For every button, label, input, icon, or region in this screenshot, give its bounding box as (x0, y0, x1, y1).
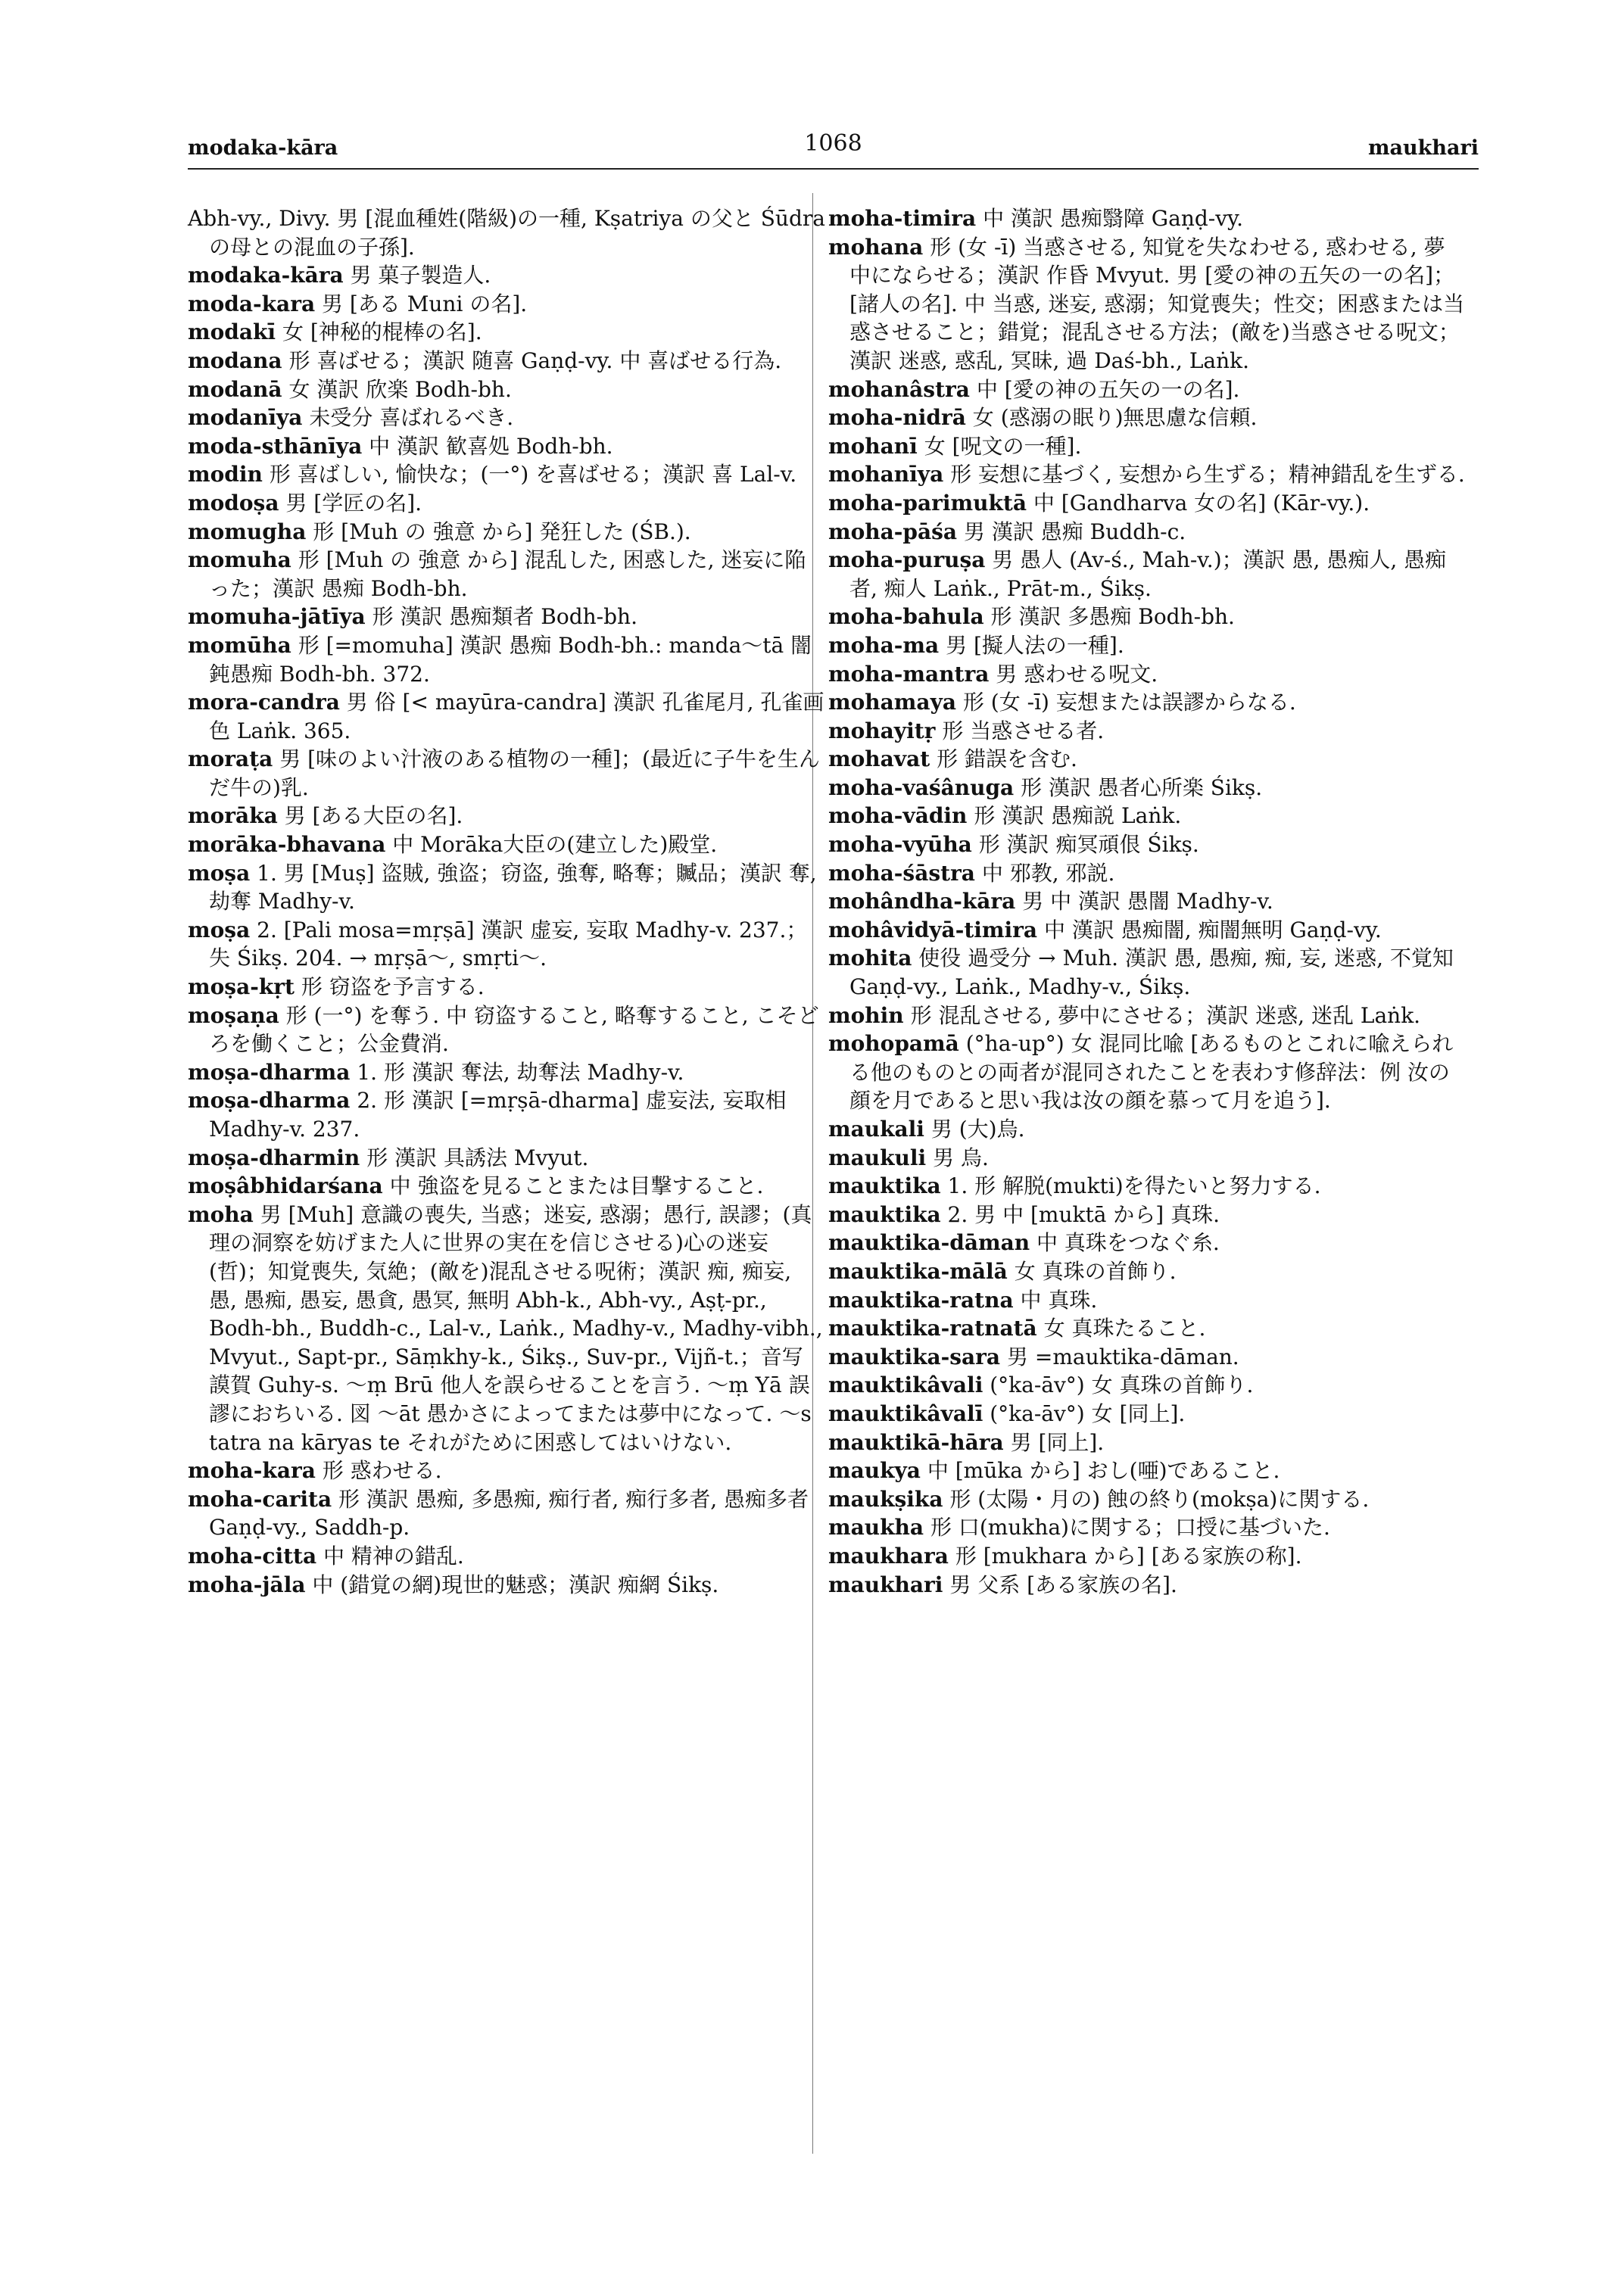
right-column (828, 204, 1466, 1599)
entry-headword: mohanīya (828, 462, 944, 488)
entry-definition: 男 烏. (933, 1145, 989, 1170)
dictionary-entry (828, 1286, 1466, 1315)
entry-headword: maukuli (828, 1145, 927, 1170)
entry-headword: modakī (188, 319, 276, 345)
dictionary-entry (188, 347, 825, 375)
dictionary-entry (828, 233, 1466, 375)
entry-headword: mauktika-mālā (828, 1258, 1008, 1284)
entry-definition: 男 [同上]. (1010, 1429, 1105, 1455)
dictionary-entry (828, 546, 1466, 603)
entry-definition: 未受分 喜ばれるべき. (309, 405, 514, 431)
entry-definition: (°ha-up°) 女 混同比喩 [あるものとこれに喩えられる他のものとの両者が混同されたことを表わす修辞法：例 汝の顔を月であると思い我は汝の顔を慕って月を追う]. (849, 1031, 1454, 1114)
entry-headword: moraṭa (188, 746, 273, 772)
entry-definition: 女 真珠たること. (1043, 1316, 1206, 1341)
entry-headword: moha-jāla (188, 1572, 306, 1597)
entry-headword: mohita (828, 946, 912, 971)
entry-headword: modanīya (188, 405, 303, 431)
entry-definition: 男 漢訳 愚痴 Buddh-c. (963, 519, 1186, 544)
dictionary-entry (188, 603, 825, 631)
entry-headword: mauktika (828, 1201, 941, 1227)
entry-definition: 形 [=momuha] 漢訳 愚痴 Bodh-bh.: manda～tā 闇鈍愚痴 Bodh-bh. 372. (209, 632, 812, 687)
dictionary-entry (188, 1058, 825, 1087)
dictionary-entry (188, 688, 825, 745)
dictionary-entry (188, 318, 825, 347)
dictionary-entry (828, 774, 1466, 802)
entry-definition: 形 [Muh の 強意 から] 混乱した, 困惑した, 迷妄に陥った；漢訳 愚痴 Bodh-bh. (209, 547, 806, 601)
entry-definition: 形 漢訳 具誘法 Mvyut. (366, 1145, 589, 1170)
entry-headword: moha-ma (828, 632, 940, 658)
entry-headword: moṣaṇa (188, 1002, 279, 1028)
dictionary-entry (188, 1144, 825, 1173)
entry-headword: mauktika-ratna (828, 1287, 1014, 1313)
dictionary-entry (828, 518, 1466, 547)
entry-definition: 中 漢訳 歓喜処 Bodh-bh. (369, 433, 613, 459)
header-rule (188, 168, 1479, 170)
dictionary-entry (828, 1030, 1466, 1115)
entry-definition: 中 真珠をつなぐ糸. (1036, 1230, 1220, 1256)
entry-definition: 男 父系 [ある家族の名]. (949, 1572, 1177, 1597)
entry-headword: maukya (828, 1458, 921, 1484)
entry-headword: moha-śāstra (828, 860, 975, 886)
entry-definition: 形 [mukhara から] [ある家族の称]. (955, 1543, 1302, 1569)
entry-headword: mohin (828, 1002, 904, 1028)
dictionary-entry (828, 916, 1466, 945)
entry-headword: moha-bahula (828, 604, 984, 630)
entry-definition: 女 [呪文の一種]. (924, 433, 1082, 459)
entry-definition: 中 [mūka から] おし(唖)であること. (927, 1458, 1280, 1484)
entry-definition: 形 喜ばせる；漢訳 随喜 Gaṇḍ-vy. 中 喜ばせる行為. (288, 347, 782, 373)
entry-headword: mohanī (828, 433, 918, 459)
dictionary-entry (828, 460, 1466, 489)
dictionary-entry (828, 489, 1466, 518)
entry-definition: Abh-vy., Divy. 男 [混血種姓(階級)の一種, Kṣatriya の父と Śūdra の母との混血の子孫]. (188, 206, 825, 260)
entry-headword: maukha (828, 1515, 924, 1541)
entry-definition: 男 [学匠の名]. (285, 490, 422, 516)
entry-definition: 形 (一°) を奪う. 中 窃盗すること, 略奪すること, こそどろを働くこと；公金費消. (209, 1002, 819, 1057)
entry-definition: 男 [味のよい汁液のある植物の一種]；(最近に子牛を生んだ牛の)乳. (209, 746, 820, 800)
entry-definition: 女 (惑溺の眠り)無思慮な信頼. (972, 405, 1258, 431)
dictionary-entry (828, 375, 1466, 404)
entry-definition: (°ka-āv°) 女 [同上]. (990, 1400, 1186, 1426)
entry-headword: mauktikâvalī (828, 1400, 983, 1426)
dictionary-entry (188, 916, 825, 973)
entry-definition: 形 惑わせる. (322, 1458, 442, 1484)
entry-definition: 中 真珠. (1020, 1287, 1098, 1313)
entry-headword: moṣa-dharma (188, 1088, 351, 1114)
entry-definition: 形 (女 -ī) 妄想または誤謬からなる. (962, 690, 1296, 715)
entry-headword: moha-pāśa (828, 519, 958, 544)
entry-headword: moṣâbhidarśana (188, 1173, 383, 1199)
entry-headword: moha-nidrā (828, 405, 966, 431)
entry-definition: 中 精神の錯乱. (323, 1543, 464, 1569)
entry-definition: 形 (女 -ī) 当惑させる, 知覚を失なわせる, 惑わせる, 夢中にならせる；漢訳 作昏 Mvyut. 男 [愛の神の五矢の一の名]；[諸人の名]. 中 当惑, 迷妄, 惑溺；知覚喪失；性交；困惑または当惑させること；錯覚；混乱させる方法；(敵を)当惑させる呪文；漢訳 迷惑, 惑乱, 冥昧, 過 Daś-bh., Laṅk. (849, 234, 1465, 373)
entry-headword: morāka-bhavana (188, 832, 386, 858)
dictionary-entry (828, 1371, 1466, 1400)
entry-headword: moha-puruṣa (828, 547, 986, 573)
entry-definition: 形 混乱させる, 夢中にさせる；漢訳 迷惑, 迷乱 Laṅk. (910, 1002, 1421, 1028)
entry-headword: mohanâstra (828, 376, 970, 402)
dictionary-entry (828, 745, 1466, 774)
dictionary-entry (828, 1115, 1466, 1144)
entry-definition: 中 強盗を見ることまたは目撃すること. (389, 1173, 764, 1199)
entry-headword: mauktika-dāman (828, 1230, 1030, 1256)
entry-definition: 形 当惑させる者. (942, 718, 1105, 743)
entry-definition: 中 Morāka大臣の(建立した)殿堂. (392, 832, 718, 858)
entry-definition: 中 [Gandharva 女の名] (Kār-vy.). (1033, 490, 1370, 516)
entry-headword: momugha (188, 519, 307, 544)
dictionary-entry (188, 204, 825, 261)
entry-headword: modin (188, 462, 263, 488)
dictionary-entry (188, 546, 825, 603)
entry-definition: 中 (錯覚の網)現世的魅惑；漢訳 痴網 Śikṣ. (312, 1572, 719, 1597)
entry-headword: maukali (828, 1117, 924, 1142)
entry-definition: 中 邪教, 邪説. (981, 860, 1115, 886)
dictionary-entry (188, 859, 825, 916)
dictionary-entry (828, 717, 1466, 746)
entry-definition: 1. 形 漢訳 奪法, 劫奪法 Madhy-v. (357, 1059, 684, 1085)
entry-headword: moda-kara (188, 291, 316, 316)
dictionary-entry (828, 603, 1466, 631)
entry-definition: 形 漢訳 痴冥頑佷 Śikṣ. (978, 832, 1199, 858)
dictionary-entry (188, 432, 825, 461)
entry-headword: maukhara (828, 1543, 949, 1569)
entry-headword: modanā (188, 376, 282, 402)
entry-definition: 形 漢訳 愚痴説 Laṅk. (974, 803, 1182, 829)
entry-headword: modana (188, 347, 282, 373)
entry-headword: moṣa (188, 917, 251, 942)
dictionary-entry (828, 802, 1466, 830)
entry-headword: moṣa-kṛt (188, 974, 295, 1000)
dictionary-entry (828, 944, 1466, 1001)
dictionary-entry (188, 1172, 825, 1201)
dictionary-entry (188, 1201, 825, 1456)
entry-headword: moha-kara (188, 1458, 316, 1484)
entry-definition: 2. 形 漢訳 [=mṛṣā-dharma] 虚妄法, 妄取相 Madhy-v. 237. (209, 1088, 787, 1142)
dictionary-entry (188, 489, 825, 518)
dictionary-entry (828, 1257, 1466, 1286)
entry-headword: maukṣika (828, 1486, 943, 1512)
dictionary-entry (188, 290, 825, 319)
dictionary-entry (828, 859, 1466, 888)
entry-headword: mauktikā-hāra (828, 1429, 1004, 1455)
entry-headword: mohopamā (828, 1031, 959, 1057)
entry-definition: 1. 男 [Muṣ] 盗賊, 強盗；窃盗, 強奪, 略奪；贓品；漢訳 奪, 劫奪 Madhy-v. (209, 860, 817, 914)
running-head (188, 130, 1479, 168)
entry-headword: mohâvidyā-timira (828, 917, 1038, 942)
entry-headword: moṣa (188, 860, 251, 886)
entry-headword: moha-carita (188, 1486, 332, 1512)
entry-definition: 中 [愛の神の五矢の一の名]. (976, 376, 1240, 402)
entry-definition: 形 漢訳 多愚痴 Bodh-bh. (990, 604, 1235, 630)
dictionary-entry (188, 1086, 825, 1143)
dictionary-entry (188, 973, 825, 1002)
entry-headword: modaka-kāra (188, 263, 344, 288)
entry-definition: 男 惑わせる呪文. (996, 661, 1158, 687)
entry-headword: modoṣa (188, 490, 279, 516)
entry-definition: 2. [Pali mosa=mṛṣā] 漢訳 虚妄, 妄取 Madhy-v. 237.；失 Śikṣ. 204. → mṛṣā～, smṛti～. (209, 917, 808, 971)
dictionary-entry (828, 1343, 1466, 1372)
entry-definition: 形 妄想に基づく, 妄想から生ずる；精神錯乱を生ずる. (950, 462, 1465, 488)
dictionary-entry (828, 1428, 1466, 1457)
entry-definition: 形 [Muh の 強意 から] 発狂した (ŚB.). (313, 519, 691, 544)
dictionary-entry (188, 261, 825, 290)
entry-headword: mohavat (828, 746, 930, 772)
dictionary-entry (828, 1002, 1466, 1030)
dictionary-entry (188, 1571, 825, 1600)
entry-definition: 男 [ある大臣の名]. (284, 803, 463, 829)
entry-definition: 1. 形 解脱(mukti)を得たいと努力する. (947, 1173, 1321, 1199)
entry-headword: moda-sthānīya (188, 433, 363, 459)
dictionary-entry (828, 1201, 1466, 1229)
dictionary-entry (828, 1144, 1466, 1173)
entry-headword: moha-vyūha (828, 832, 972, 858)
dictionary-entry (188, 1456, 825, 1485)
dictionary-entry (828, 1314, 1466, 1343)
dictionary-entry (828, 1456, 1466, 1485)
entry-headword: mora-candra (188, 690, 340, 715)
entry-definition: 男 [ある Muni の名]. (322, 291, 528, 316)
entry-headword: mauktika-sara (828, 1344, 1001, 1369)
entry-headword: moha-vādin (828, 803, 968, 829)
entry-definition: 使役 過受分 → Muh. 漢訳 愚, 愚痴, 痴, 妄, 迷惑, 不覚知 Gaṇḍ-vy., Laṅk., Madhy-v., Śikṣ. (849, 946, 1454, 1000)
entry-headword: moṣa-dharma (188, 1059, 351, 1085)
page-number: 1068 (804, 130, 862, 157)
dictionary-entry (188, 1542, 825, 1571)
entry-headword: moha-timira (828, 206, 977, 231)
entry-headword: mauktika-ratnatā (828, 1316, 1037, 1341)
entry-headword: moha-parimuktā (828, 490, 1027, 516)
entry-headword: moha-citta (188, 1543, 317, 1569)
entry-headword: moha (188, 1201, 254, 1227)
entry-headword: momuha-jātīya (188, 604, 366, 630)
entry-headword: momuha (188, 547, 291, 573)
entry-definition: 中 漢訳 愚痴翳障 Gaṇḍ-vy. (983, 206, 1244, 231)
dictionary-entry (828, 403, 1466, 432)
entry-headword: mauktika (828, 1173, 941, 1199)
dictionary-entry (188, 802, 825, 830)
dictionary-entry (828, 688, 1466, 717)
dictionary-entry (828, 1571, 1466, 1600)
entry-definition: 男 [Muh] 意識の喪失, 当惑；迷妄, 惑溺；愚行, 誤謬；(真理の洞察を妨げまた人に世界の実在を信じさせる)心の迷妄 (哲)；知覚喪失, 気絶；(敵を)混乱させる呪術；漢訳 痴, 痴妄, 愚, 愚痴, 愚妄, 愚貪, 愚冥, 無明 Abh-k., Abh-vy., Aṣṭ-pr., Bodh-bh., Buddh-c., Lal-v., Laṅk., Madhy-v., Madhy-vibh., Mvyut., Sapt-pr., Sāṃkhy-k., Śikṣ., Suv-pr., Vijñ-t.；音写 謨賀 Guhy-s. ～ṃ Brū 他人を誤らせることを言う. ～ṃ Yā 誤謬におちいる. 図 ～āt 愚かさによってまたは夢中になって. ～s tatra na kāryas te それがために困惑してはいけない. (209, 1201, 823, 1455)
entry-definition: 中 漢訳 愚痴闇, 痴闇無明 Gaṇḍ-vy. (1043, 917, 1382, 942)
entry-definition: 形 漢訳 愚者心所楽 Śikṣ. (1021, 774, 1263, 800)
left-column (188, 204, 825, 1599)
entry-headword: mauktikâvali (828, 1372, 983, 1398)
entry-definition: 男 [擬人法の一種]. (946, 632, 1124, 658)
dictionary-entry (188, 518, 825, 547)
entry-definition: 女 [神秘的棍棒の名]. (282, 319, 482, 345)
dictionary-entry (188, 745, 825, 802)
entry-definition: 形 錯誤を含む. (937, 746, 1077, 772)
entry-headword: mohamaya (828, 690, 956, 715)
entry-headword: mohayitṛ (828, 718, 936, 743)
right-guide-word: maukhari (1367, 136, 1479, 160)
entry-headword: mohana (828, 234, 924, 260)
dictionary-entry (188, 631, 825, 688)
dictionary-entry (188, 460, 825, 489)
dictionary-entry (828, 631, 1466, 660)
entry-definition: 形 窃盗を予言する. (301, 974, 485, 1000)
entry-definition: 女 真珠の首飾り. (1014, 1258, 1177, 1284)
entry-headword: moha-mantra (828, 661, 990, 687)
dictionary-entry (828, 1485, 1466, 1514)
entry-headword: momūha (188, 632, 291, 658)
entry-headword: morāka (188, 803, 278, 829)
entry-definition: 男 =mauktika-dāman. (1006, 1344, 1239, 1369)
entry-headword: maukhari (828, 1572, 943, 1597)
entry-headword: moṣa-dharmin (188, 1145, 360, 1170)
entry-definition: 女 漢訳 欣楽 Bodh-bh. (288, 376, 512, 402)
entry-definition: 形 漢訳 愚痴, 多愚痴, 痴行者, 痴行多者, 愚痴多者 Gaṇḍ-vy., Saddh-p. (209, 1486, 809, 1541)
dictionary-entry (828, 830, 1466, 859)
entry-definition: 男 中 漢訳 愚闇 Madhy-v. (1022, 889, 1273, 914)
dictionary-entry (188, 375, 825, 404)
entry-definition: 男 (大)烏. (930, 1117, 1025, 1142)
dictionary-entry (828, 1542, 1466, 1571)
dictionary-entry (828, 1400, 1466, 1428)
dictionary-entry (188, 830, 825, 859)
dictionary-entry (828, 1172, 1466, 1201)
entry-definition: 形 (太陽・月の) 蝕の終り(mokṣa)に関する. (949, 1486, 1370, 1512)
entry-headword: moha-vaśânuga (828, 774, 1015, 800)
dictionary-entry (188, 403, 825, 432)
dictionary-entry (828, 887, 1466, 916)
dictionary-entry (828, 432, 1466, 461)
entry-definition: (°ka-āv°) 女 真珠の首飾り. (990, 1372, 1254, 1398)
entry-definition: 男 菓子製造人. (350, 263, 491, 288)
dictionary-entry (828, 660, 1466, 689)
entry-definition: 男 俗 [< mayūra-candra] 漢訳 孔雀尾月, 孔雀画色 Laṅk. 365. (209, 690, 824, 743)
left-guide-word: modaka-kāra (188, 136, 338, 160)
entry-definition: 形 漢訳 愚痴類者 Bodh-bh. (372, 604, 637, 630)
dictionary-entry (188, 1002, 825, 1058)
dictionary-entry (828, 1229, 1466, 1257)
entry-definition: 男 愚人 (Av-ś., Mah-v.)；漢訳 愚, 愚痴人, 愚痴者, 痴人 Laṅk., Prāt-m., Śikṣ. (849, 547, 1447, 601)
entry-headword: mohândha-kāra (828, 889, 1016, 914)
dictionary-entry (188, 1485, 825, 1542)
dictionary-entry (828, 204, 1466, 233)
entry-definition: 形 喜ばしい, 愉快な；(一°) を喜ばせる；漢訳 喜 Lal-v. (269, 462, 797, 488)
dictionary-entry (828, 1513, 1466, 1542)
entry-definition: 形 口(mukha)に関する；口授に基づいた. (930, 1515, 1330, 1541)
entry-definition: 2. 男 中 [muktā から] 真珠. (947, 1201, 1220, 1227)
